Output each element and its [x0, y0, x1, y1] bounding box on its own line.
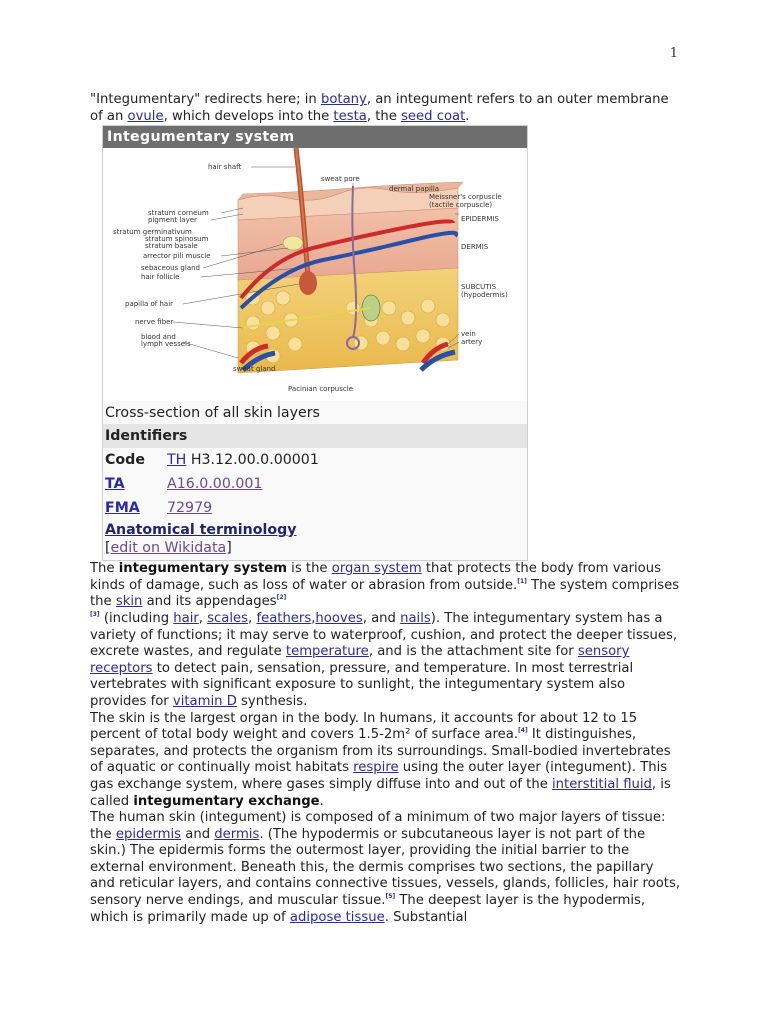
- ref-4[interactable]: [4]: [518, 727, 528, 735]
- svg-text:stratum corneum: stratum corneum: [148, 209, 209, 218]
- link-temperature[interactable]: temperature: [285, 644, 369, 660]
- svg-text:Pacinian corpuscle: Pacinian corpuscle: [288, 385, 353, 394]
- link-scales[interactable]: scales: [207, 610, 249, 626]
- link-skin[interactable]: skin: [115, 594, 143, 610]
- link-seed-coat[interactable]: seed coat: [401, 108, 466, 124]
- link-hooves[interactable]: hooves: [315, 610, 363, 626]
- page-number: 1: [669, 46, 678, 61]
- link-ta-value[interactable]: A16.0.00.001: [167, 476, 263, 493]
- link-ovule[interactable]: ovule: [127, 108, 164, 124]
- link-feathers[interactable]: feathers: [256, 610, 312, 626]
- svg-text:vein: vein: [461, 330, 476, 339]
- link-edit-wikidata[interactable]: edit on Wikidata: [110, 540, 227, 557]
- diagram-labels-right: [461, 215, 508, 346]
- link-botany[interactable]: botany: [320, 92, 367, 107]
- svg-text:papilla of hair: papilla of hair: [125, 300, 174, 309]
- paragraph-3: The human skin (integument) is composed of a minimum of two major layers of tissue: the epidermis and dermis. (The hypodermis or subcutaneous layer is not part of the skin.) The epidermis forms the outermost layer, providing the initial barrier to the external environment. Beneath this, the dermis comprises two sections, the papillary and reticular layers, and contains connective tissues, vessels, glands, follicles, hair roots, sensory nerve endings, and muscular tissue.[5] The deepest layer is the hypodermis, which is primarily made up of adipose tissue. Substantial: [90, 810, 681, 925]
- svg-text:hair shaft: hair shaft: [208, 163, 242, 172]
- infobox: [102, 125, 528, 561]
- document-body: [90, 92, 682, 926]
- link-fma-key[interactable]: FMA: [105, 500, 140, 517]
- ref-3[interactable]: [3]: [90, 610, 100, 618]
- svg-text:lymph vessels: lymph vessels: [141, 340, 191, 349]
- ref-2[interactable]: [2]: [276, 594, 287, 602]
- ref-5[interactable]: [5]: [385, 893, 396, 901]
- infobox-title: Integumentary system: [103, 126, 527, 148]
- link-respire[interactable]: respire: [353, 760, 399, 776]
- paragraph-2: The skin is the largest organ in the body. In humans, it accounts for about 12 to 15 percent of total body weight and covers 1.5-2m² of surface area.[4] It distinguishes, separates, and protects the organism from its surroundings. Small-bodied invertebrates of aquatic or continually moist habitats respire using the outer layer (integument). This gas exchange system, where gases simply diffuse into and out of the interstitial fluid, is called integumentary exchange.: [90, 710, 671, 809]
- image-caption: Cross-section of all skin layers: [103, 401, 527, 424]
- svg-text:arrector pili muscle: arrector pili muscle: [143, 252, 211, 261]
- identifier-row-fma: [103, 496, 527, 520]
- identifier-key: Code: [105, 452, 145, 469]
- link-sensory-receptors[interactable]: sensory receptors: [90, 644, 630, 676]
- identifiers-header: Identifiers: [103, 424, 527, 448]
- svg-text:nerve fiber: nerve fiber: [135, 318, 174, 327]
- ref-1[interactable]: [1]: [517, 577, 527, 585]
- anatomical-terminology: [103, 520, 527, 540]
- link-interstitial-fluid[interactable]: interstitial fluid: [552, 776, 652, 792]
- svg-text:(hypodermis): (hypodermis): [461, 291, 508, 300]
- svg-text:sweat gland: sweat gland: [233, 365, 276, 374]
- svg-text:sweat pore: sweat pore: [321, 175, 360, 184]
- svg-text:stratum spinosum: stratum spinosum: [145, 235, 209, 244]
- skin-diagram: [103, 148, 527, 401]
- link-epidermis[interactable]: epidermis: [115, 826, 182, 842]
- svg-text:Meissner's corpuscle: Meissner's corpuscle: [429, 193, 502, 202]
- link-anatomical-terminology[interactable]: Anatomical terminology: [105, 522, 297, 539]
- hatnote: "Integumentary" redirects here; in botany, an integument refers to an outer membrane of an ovule, which develops into the testa, the seed coat.: [90, 92, 669, 124]
- link-fma-value[interactable]: 72979: [167, 500, 213, 517]
- link-dermis[interactable]: dermis: [214, 826, 260, 842]
- link-nails[interactable]: nails: [400, 610, 431, 626]
- link-organ-system[interactable]: organ system: [331, 561, 422, 577]
- svg-text:pigment layer: pigment layer: [148, 216, 197, 225]
- skin-cross-section-image: [103, 148, 527, 401]
- svg-text:artery: artery: [461, 338, 483, 347]
- identifier-row-code: Code TH H3.12.00.0.00001: [103, 448, 527, 472]
- svg-text:stratum basale: stratum basale: [145, 242, 198, 251]
- svg-text:EPIDERMIS: EPIDERMIS: [461, 215, 499, 224]
- link-vitamin-d[interactable]: vitamin D: [172, 693, 237, 709]
- link-adipose-tissue[interactable]: adipose tissue: [289, 909, 385, 925]
- svg-text:stratum germinativum: stratum germinativum: [113, 228, 192, 237]
- svg-text:blood and: blood and: [141, 333, 176, 342]
- svg-text:dermal papilla: dermal papilla: [389, 185, 440, 194]
- link-th[interactable]: TH: [167, 452, 187, 469]
- svg-text:hair follicle: hair follicle: [141, 273, 180, 282]
- svg-text:(tactile corpuscle): (tactile corpuscle): [429, 201, 493, 210]
- paragraph-1: The integumentary system is the organ system that protects the body from various kinds of damage, such as loss of water or abrasion from outside.[1] The system comprises the skin and its appendages[2] [3] (including hair, scales, feathers,hooves, and nails). The integumentary system has a variety of functions; it may serve to waterproof, cushion, and protect the deeper tissues, excrete wastes, and regulate temperature, and is the attachment site for sensory receptors to detect pain, sensation, pressure, and temperature. In most terrestrial vertebrates with significant exposure to sunlight, the integumentary system also provides for vitamin D synthesis.: [90, 561, 680, 709]
- svg-text:SUBCUTIS: SUBCUTIS: [461, 283, 497, 292]
- link-ta-key[interactable]: TA: [105, 476, 125, 493]
- edit-wikidata: [edit on Wikidata]: [105, 540, 232, 557]
- link-hair[interactable]: hair: [173, 610, 199, 626]
- svg-text:DERMIS: DERMIS: [461, 243, 489, 252]
- svg-text:sebaceous gland: sebaceous gland: [141, 264, 200, 273]
- link-testa[interactable]: testa: [333, 108, 367, 124]
- identifier-row-ta: [103, 472, 527, 496]
